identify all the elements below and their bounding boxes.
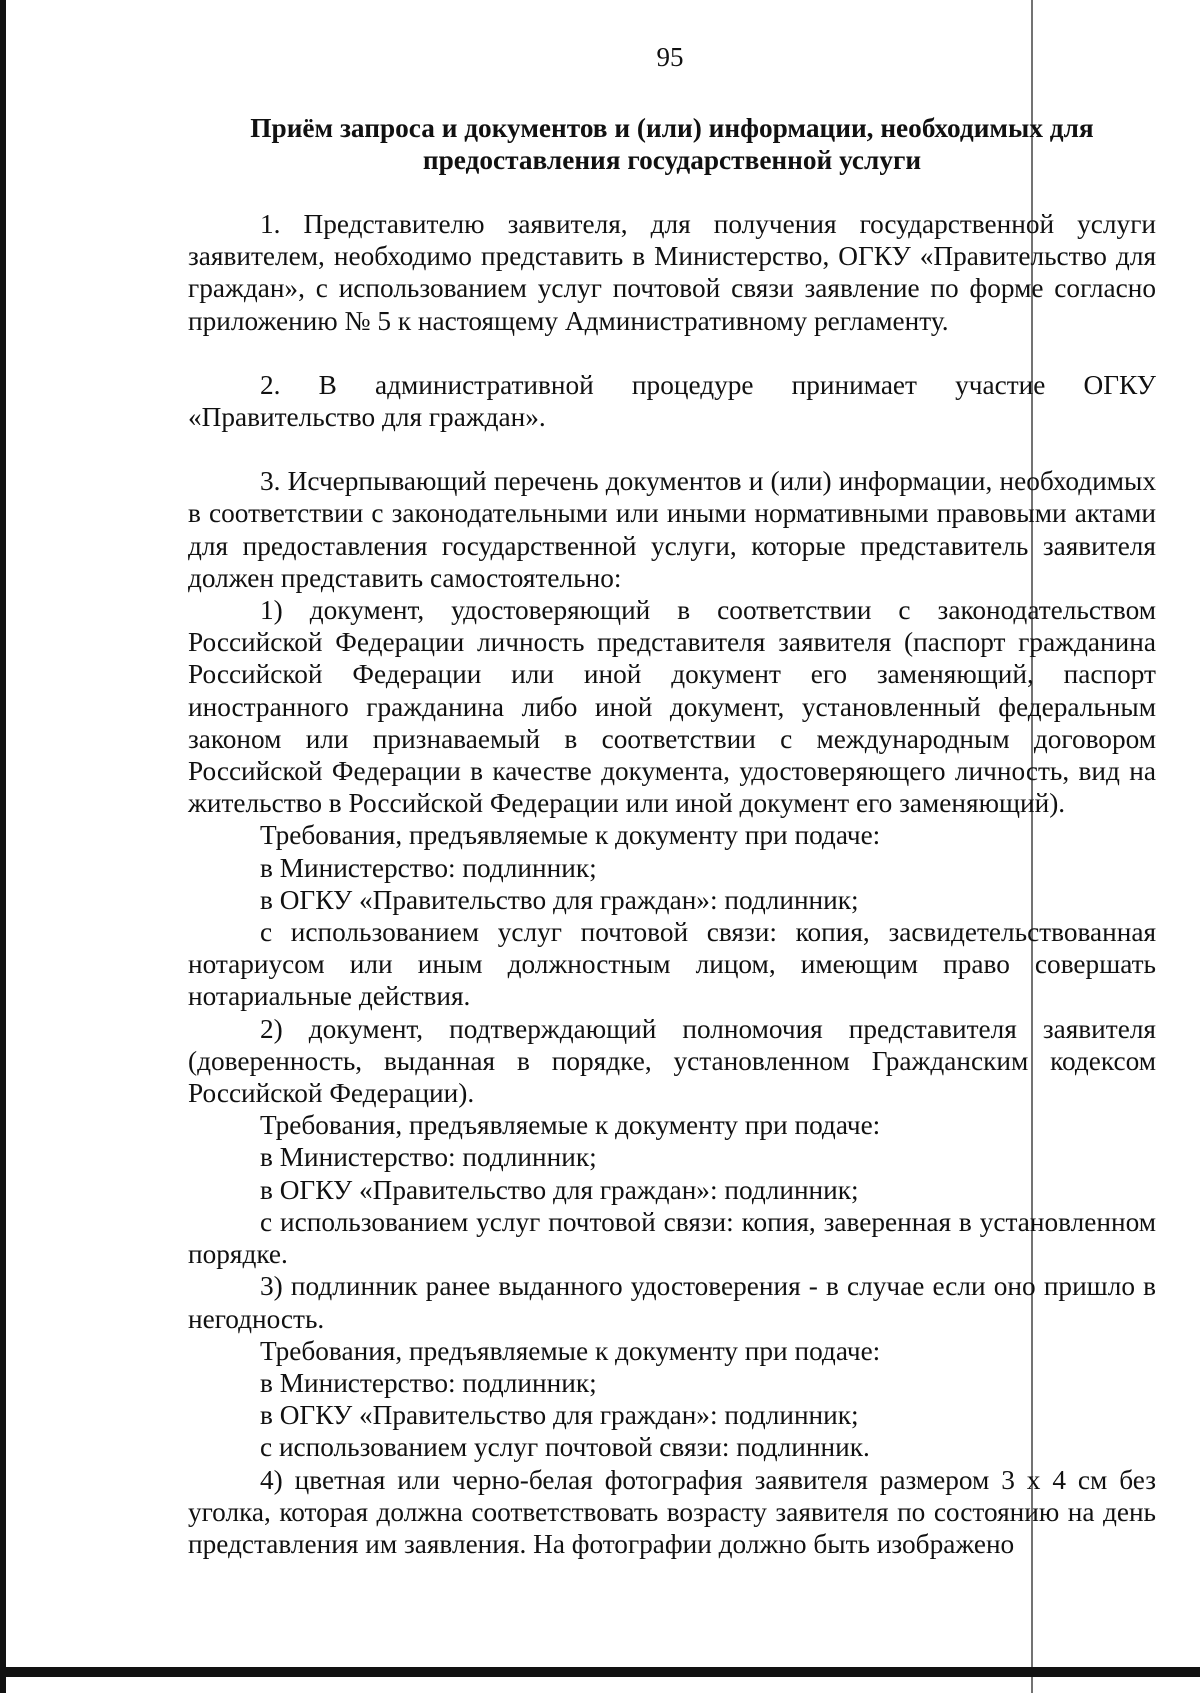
requirement-post-1: с использованием услуг почтовой связи: копия, засвидетельствованная нотариусом или иным должностным лицом, имеющим право совершать нотариальные действия.	[188, 917, 1156, 1012]
requirements-heading-1: Требования, предъявляемые к документу при подаче:	[260, 820, 881, 851]
paragraph-1: 1. Представителю заявителя, для получения государственной услуги заявителем, необходимо представить в Министерство, ОГКУ «Правительство для граждан», с использованием услуг почтовой связи заявление по форме согласно приложению № 5 к настоящему Административному регламенту.	[188, 209, 1156, 336]
document-body	[188, 112, 1156, 1560]
requirement-ministry-1: в Министерство: подлинник;	[260, 852, 597, 883]
section-title: Приём запроса и документов и (или) информации, необходимых для предоставления государственной услуги	[250, 113, 1094, 175]
requirements-heading-3: Требования, предъявляемые к документу при подаче:	[260, 1335, 881, 1366]
scan-border-bottom	[0, 1667, 1200, 1677]
scan-border-left	[0, 0, 6, 1693]
requirements-heading-2: Требования, предъявляемые к документу при подаче:	[260, 1110, 881, 1141]
list-item-4: 4) цветная или черно-белая фотография заявителя размером 3 х 4 см без уголка, которая должна соответствовать возрасту заявителя по состоянию на день представления им заявления. На фотографии должно быть изображено	[188, 1464, 1156, 1559]
requirement-ogku-3: в ОГКУ «Правительство для граждан»: подлинник;	[260, 1400, 859, 1431]
requirement-post-2: с использованием услуг почтовой связи: копия, заверенная в установленном порядке.	[188, 1206, 1156, 1270]
list-item-3: 3) подлинник ранее выданного удостоверения - в случае если оно пришло в негодность.	[188, 1271, 1156, 1334]
requirement-ogku-1: в ОГКУ «Правительство для граждан»: подлинник;	[260, 884, 859, 915]
requirement-post-3: с использованием услуг почтовой связи: подлинник.	[260, 1432, 870, 1463]
requirement-ministry-3: в Министерство: подлинник;	[260, 1367, 597, 1398]
requirement-ogku-2: в ОГКУ «Правительство для граждан»: подлинник;	[260, 1174, 859, 1205]
paragraph-3: 3. Исчерпывающий перечень документов и (или) информации, необходимых в соответствии с законодательными или иными нормативными правовыми актами для предоставления государственной услуги, которые представитель заявителя должен представить самостоятельно:	[188, 466, 1156, 593]
list-item-2: 2) документ, подтверждающий полномочия представителя заявителя (доверенность, выданная в порядке, установленном Гражданским кодексом Российской Федерации).	[188, 1013, 1156, 1109]
page-number: 95	[656, 42, 684, 72]
paragraph-2: 2. В административной процедуре принимает участие ОГКУ «Правительство для граждан».	[188, 369, 1156, 433]
list-item-1: 1) документ, удостоверяющий в соответствии с законодательством Российской Федерации личность представителя заявителя (паспорт гражданина Российской Федерации или иной документ его заменяющий, паспорт иностранного гражданина либо иной документ, установленный федеральным законом или признаваемый в соответствии с международным договором Российской Федерации в качестве документа, удостоверяющего личность, вид на жительство в Российской Федерации или иной документ его заменяющий).	[188, 595, 1156, 819]
requirement-ministry-2: в Министерство: подлинник;	[260, 1142, 597, 1173]
